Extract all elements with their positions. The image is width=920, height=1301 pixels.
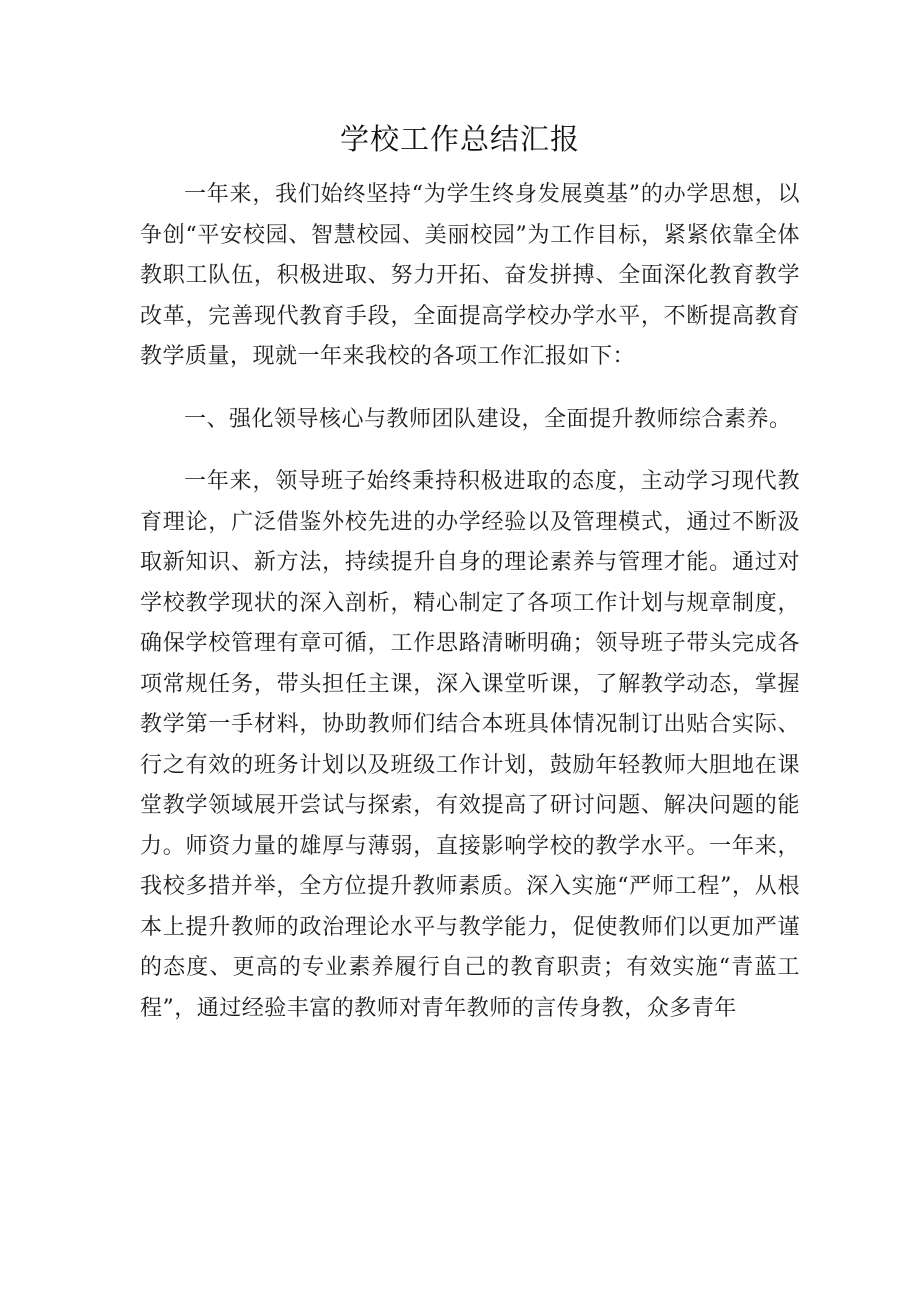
document-title: 学校工作总结汇报 — [339, 122, 580, 156]
paragraph-section-heading: 一、强化领导核心与教师团队建设，全面提升教师综合素养。 — [184, 406, 792, 432]
paragraph-leadership: 一年来，领导班子始终秉持积极进取的态度，主动学习现代教育理论，广泛借鉴外校先进的办学经验以及管理模式，通过不断汲取新知识、新方法，持续提升自身的理论素养与管理才能。通过对学校教学现状的深入剖析，精心制定了各项工作计划与规章制度，确保学校管理有章可循，工作思路清晰明确；领导班子带头完成各项常规任务，带头担任主课，深入课堂听课，了解教学动态，掌握教学第一手材料，协助教师们结合本班具体情况制订出贴合实际、行之有效的班务计划以及班级工作计划，鼓励年轻教师大胆地在课堂教学领域展开尝试与探索，有效提高了研讨问题、解决问题的能力。师资力量的雄厚与薄弱，直接影响学校的教学水平。一年来，我校多措并举，全方位提升教师素质。深入实施“严师工程”，从根本上提升教师的政治理论水平与教学能力，促使教师们以更加严谨的态度、更高的专业素养履行自己的教育职责；有效实施“青蓝工程”，通过经验丰富的教师对青年教师的言传身教，众多青年 — [140, 469, 800, 1021]
document-body — [140, 175, 800, 1029]
paragraph-intro: 一年来，我们始终坚持“为学生终身发展奠基”的办学思想，以争创“平安校园、智慧校园、美丽校园”为工作目标，紧紧依靠全体教职工队伍，积极进取、努力开拓、奋发拼搏、全面深化教育教学改革，完善现代教育手段，全面提高学校办学水平，不断提高教育教学质量，现就一年来我校的各项工作汇报如下： — [140, 182, 800, 369]
